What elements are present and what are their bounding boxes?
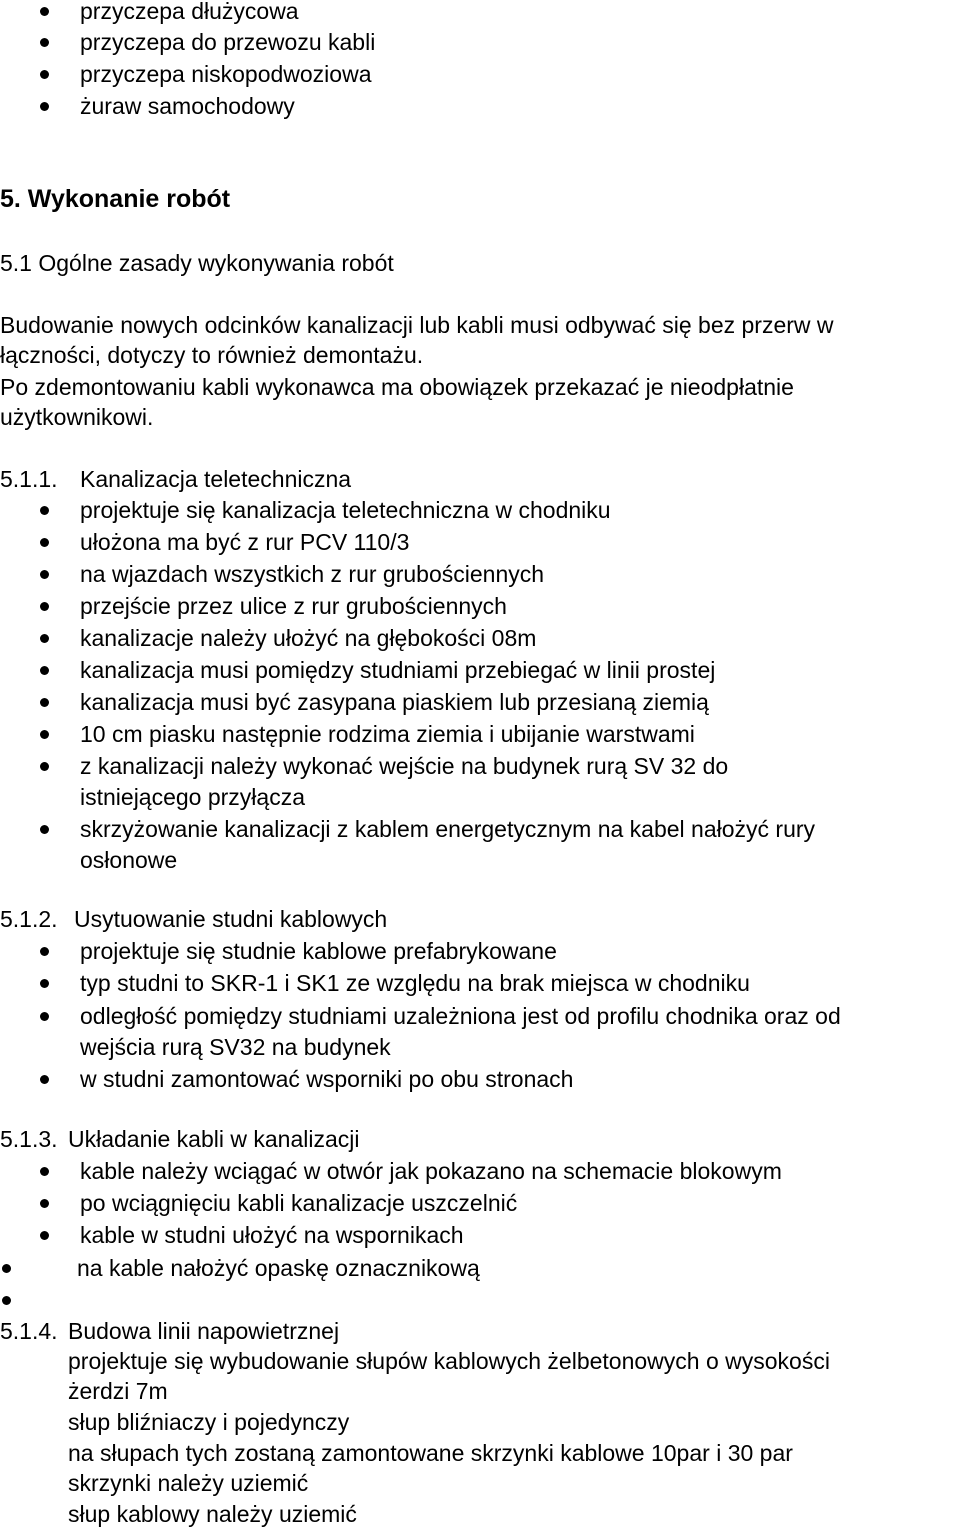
list-item: kanalizacje należy ułożyć na głębokości 08m — [80, 625, 537, 651]
paragraph-line: łączności, dotyczy to również demontażu. — [0, 342, 424, 368]
list-item: w studni zamontować wsporniki po obu stronach — [80, 1066, 574, 1092]
subsection-number: 5.1.3. — [0, 1126, 58, 1152]
list-item: z kanalizacji należy wykonać wejście na budynek rurą SV 32 do — [80, 753, 729, 779]
list-item: 10 cm piasku następnie rodzima ziemia i ubijanie warstwami — [80, 721, 695, 747]
list-item: projektuje się studnie kablowe prefabrykowane — [80, 938, 557, 964]
list-item: na kable nałożyć opaskę oznacznikową — [77, 1255, 480, 1281]
list-item: kable w studni ułożyć na wspornikach — [80, 1222, 464, 1248]
list-item: kable należy wciągać w otwór jak pokazano na schemacie blokowym — [80, 1158, 782, 1184]
bullet-icon — [40, 979, 49, 988]
subsection-title: Układanie kabli w kanalizacji — [68, 1126, 360, 1152]
subsection-heading: 5.1 Ogólne zasady wykonywania robót — [0, 250, 394, 276]
bullet-icon — [40, 634, 49, 643]
subsection-title: Kanalizacja teletechniczna — [80, 466, 352, 492]
subsection-title: Budowa linii napowietrznej — [68, 1318, 340, 1344]
paragraph-line: Budowanie nowych odcinków kanalizacji lub kabli musi odbywać się bez przerw w — [0, 312, 834, 338]
list-item: żuraw samochodowy — [80, 93, 295, 119]
bullet-icon — [40, 538, 49, 547]
bullet-icon — [40, 602, 49, 611]
paragraph-line: żerdzi 7m — [68, 1378, 168, 1404]
bullet-icon — [40, 1167, 49, 1176]
list-item: projektuje się kanalizacja teletechniczna w chodniku — [80, 497, 611, 523]
bullet-icon — [40, 666, 49, 675]
paragraph-line: Po zdemontowaniu kabli wykonawca ma obowiązek przekazać je nieodpłatnie — [0, 374, 794, 400]
list-item: typ studni to SKR-1 i SK1 ze względu na brak miejsca w chodniku — [80, 970, 750, 996]
paragraph-line: słup bliźniaczy i pojedynczy — [68, 1409, 350, 1435]
bullet-icon — [40, 825, 49, 834]
list-item: po wciągnięciu kabli kanalizacje uszczelnić — [80, 1190, 518, 1216]
paragraph-line: słup kablowy należy uziemić — [68, 1501, 357, 1527]
bullet-icon — [2, 1264, 11, 1273]
bullet-icon — [40, 1012, 49, 1021]
paragraph-line: na słupach tych zostaną zamontowane skrzynki kablowe 10par i 30 par — [68, 1440, 793, 1466]
list-item-continuation: osłonowe — [80, 847, 178, 873]
list-item-continuation: wejścia rurą SV32 na budynek — [80, 1034, 391, 1060]
bullet-icon — [40, 1199, 49, 1208]
subsection-number: 5.1.4. — [0, 1318, 58, 1344]
bullet-icon — [40, 1231, 49, 1240]
bullet-icon — [40, 70, 49, 79]
list-item: przyczepa dłużycowa — [80, 0, 299, 24]
list-item: przyczepa do przewozu kabli — [80, 29, 376, 55]
bullet-icon — [2, 1296, 11, 1305]
paragraph-line: skrzynki należy uziemić — [68, 1470, 309, 1496]
bullet-icon — [40, 570, 49, 579]
list-item: przejście przez ulice z rur grubościennych — [80, 593, 507, 619]
section-heading: 5. Wykonanie robót — [0, 185, 231, 213]
list-item: przyczepa niskopodwoziowa — [80, 61, 372, 87]
list-item: kanalizacja musi pomiędzy studniami przebiegać w linii prostej — [80, 657, 716, 683]
bullet-icon — [40, 7, 49, 16]
subsection-number: 5.1.1. — [0, 466, 58, 492]
bullet-icon — [40, 102, 49, 111]
bullet-icon — [40, 38, 49, 47]
paragraph-line: projektuje się wybudowanie słupów kablowych żelbetonowych o wysokości — [68, 1348, 830, 1374]
bullet-icon — [40, 762, 49, 771]
list-item: odległość pomiędzy studniami uzależniona jest od profilu chodnika oraz od — [80, 1003, 841, 1029]
bullet-icon — [40, 730, 49, 739]
bullet-icon — [40, 1075, 49, 1084]
subsection-number: 5.1.2. — [0, 906, 58, 932]
bullet-icon — [40, 506, 49, 515]
list-item: ułożona ma być z rur PCV 110/3 — [80, 529, 410, 555]
bullet-icon — [40, 698, 49, 707]
list-item: skrzyżowanie kanalizacji z kablem energetycznym na kabel nałożyć rury — [80, 816, 816, 842]
paragraph-line: użytkownikowi. — [0, 404, 154, 430]
subsection-title: Usytuowanie studni kablowych — [74, 906, 388, 932]
list-item: na wjazdach wszystkich z rur grubościennych — [80, 561, 545, 587]
list-item: kanalizacja musi być zasypana piaskiem lub przesianą ziemią — [80, 689, 709, 715]
bullet-icon — [40, 947, 49, 956]
list-item-continuation: istniejącego przyłącza — [80, 784, 306, 810]
